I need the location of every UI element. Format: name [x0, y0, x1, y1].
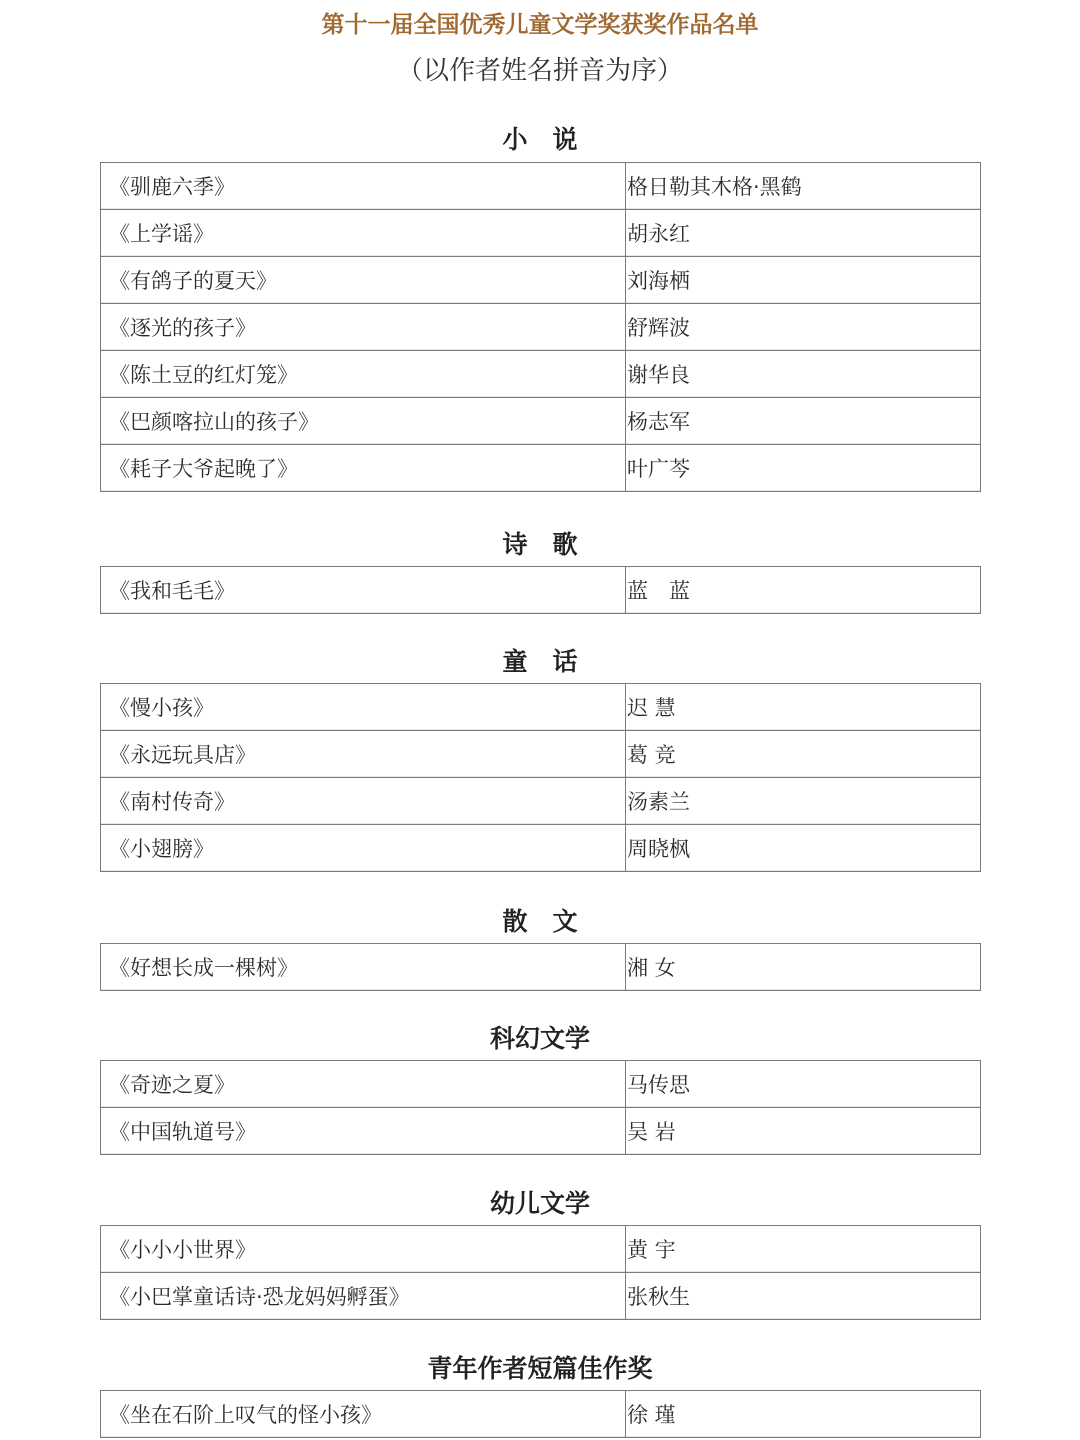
table-row — [101, 257, 981, 304]
author-name: 葛 竞 — [626, 731, 981, 778]
section-heading: 诗 歌 — [502, 530, 578, 559]
work-title: 《小小小世界》 — [101, 1226, 626, 1273]
author-name: 徐 瑾 — [626, 1391, 981, 1438]
section-heading: 小 说 — [502, 125, 578, 154]
table-row — [101, 398, 981, 445]
section-table — [100, 566, 981, 614]
author-name: 刘海栖 — [626, 257, 981, 304]
work-title: 《小巴掌童话诗·恐龙妈妈孵蛋》 — [101, 1273, 626, 1320]
section-table — [100, 162, 981, 492]
table-row — [101, 163, 981, 210]
work-title: 《永远玩具店》 — [101, 731, 626, 778]
table-row — [101, 944, 981, 991]
author-name: 叶广芩 — [626, 445, 981, 492]
author-name: 黄 宇 — [626, 1226, 981, 1273]
section-heading: 青年作者短篇佳作奖 — [427, 1354, 653, 1383]
work-title: 《奇迹之夏》 — [101, 1061, 626, 1108]
table-row — [101, 825, 981, 872]
author-name: 马传思 — [626, 1061, 981, 1108]
table-row — [101, 731, 981, 778]
table-row — [101, 1108, 981, 1155]
work-title: 《上学谣》 — [101, 210, 626, 257]
section-table — [100, 943, 981, 991]
work-title: 《耗子大爷起晚了》 — [101, 445, 626, 492]
work-title: 《中国轨道号》 — [101, 1108, 626, 1155]
table-row — [101, 445, 981, 492]
section-table — [100, 683, 981, 872]
table-row — [101, 1061, 981, 1108]
page-title: 第十一届全国优秀儿童文学奖获奖作品名单 — [321, 12, 759, 38]
section-heading: 科幻文学 — [489, 1024, 590, 1053]
work-title: 《坐在石阶上叹气的怪小孩》 — [101, 1391, 626, 1438]
table-row — [101, 351, 981, 398]
table-row — [101, 210, 981, 257]
work-title: 《驯鹿六季》 — [101, 163, 626, 210]
author-name: 迟 慧 — [626, 684, 981, 731]
section-heading: 幼儿文学 — [489, 1189, 590, 1218]
author-name: 格日勒其木格·黑鹤 — [626, 163, 981, 210]
work-title: 《逐光的孩子》 — [101, 304, 626, 351]
author-name: 张秋生 — [626, 1273, 981, 1320]
work-title: 《慢小孩》 — [101, 684, 626, 731]
author-name: 吴 岩 — [626, 1108, 981, 1155]
author-name: 杨志军 — [626, 398, 981, 445]
work-title: 《好想长成一棵树》 — [101, 944, 626, 991]
table-row — [101, 778, 981, 825]
work-title: 《小翅膀》 — [101, 825, 626, 872]
table-row — [101, 567, 981, 614]
section-heading: 童 话 — [502, 647, 578, 676]
work-title: 《我和毛毛》 — [101, 567, 626, 614]
work-title: 《陈土豆的红灯笼》 — [101, 351, 626, 398]
author-name: 谢华良 — [626, 351, 981, 398]
author-name: 蓝 蓝 — [626, 567, 981, 614]
table-row — [101, 1226, 981, 1273]
page-subtitle: （以作者姓名拼音为序） — [396, 56, 683, 86]
section-heading: 散 文 — [502, 907, 578, 936]
work-title: 《南村传奇》 — [101, 778, 626, 825]
table-row — [101, 1273, 981, 1320]
section-table — [100, 1060, 981, 1155]
author-name: 周晓枫 — [626, 825, 981, 872]
table-row — [101, 684, 981, 731]
author-name: 舒辉波 — [626, 304, 981, 351]
author-name: 湘 女 — [626, 944, 981, 991]
work-title: 《巴颜喀拉山的孩子》 — [101, 398, 626, 445]
table-row — [101, 1391, 981, 1438]
work-title: 《有鸽子的夏天》 — [101, 257, 626, 304]
section-table — [100, 1390, 981, 1438]
table-row — [101, 304, 981, 351]
author-name: 胡永红 — [626, 210, 981, 257]
author-name: 汤素兰 — [626, 778, 981, 825]
section-table — [100, 1225, 981, 1320]
